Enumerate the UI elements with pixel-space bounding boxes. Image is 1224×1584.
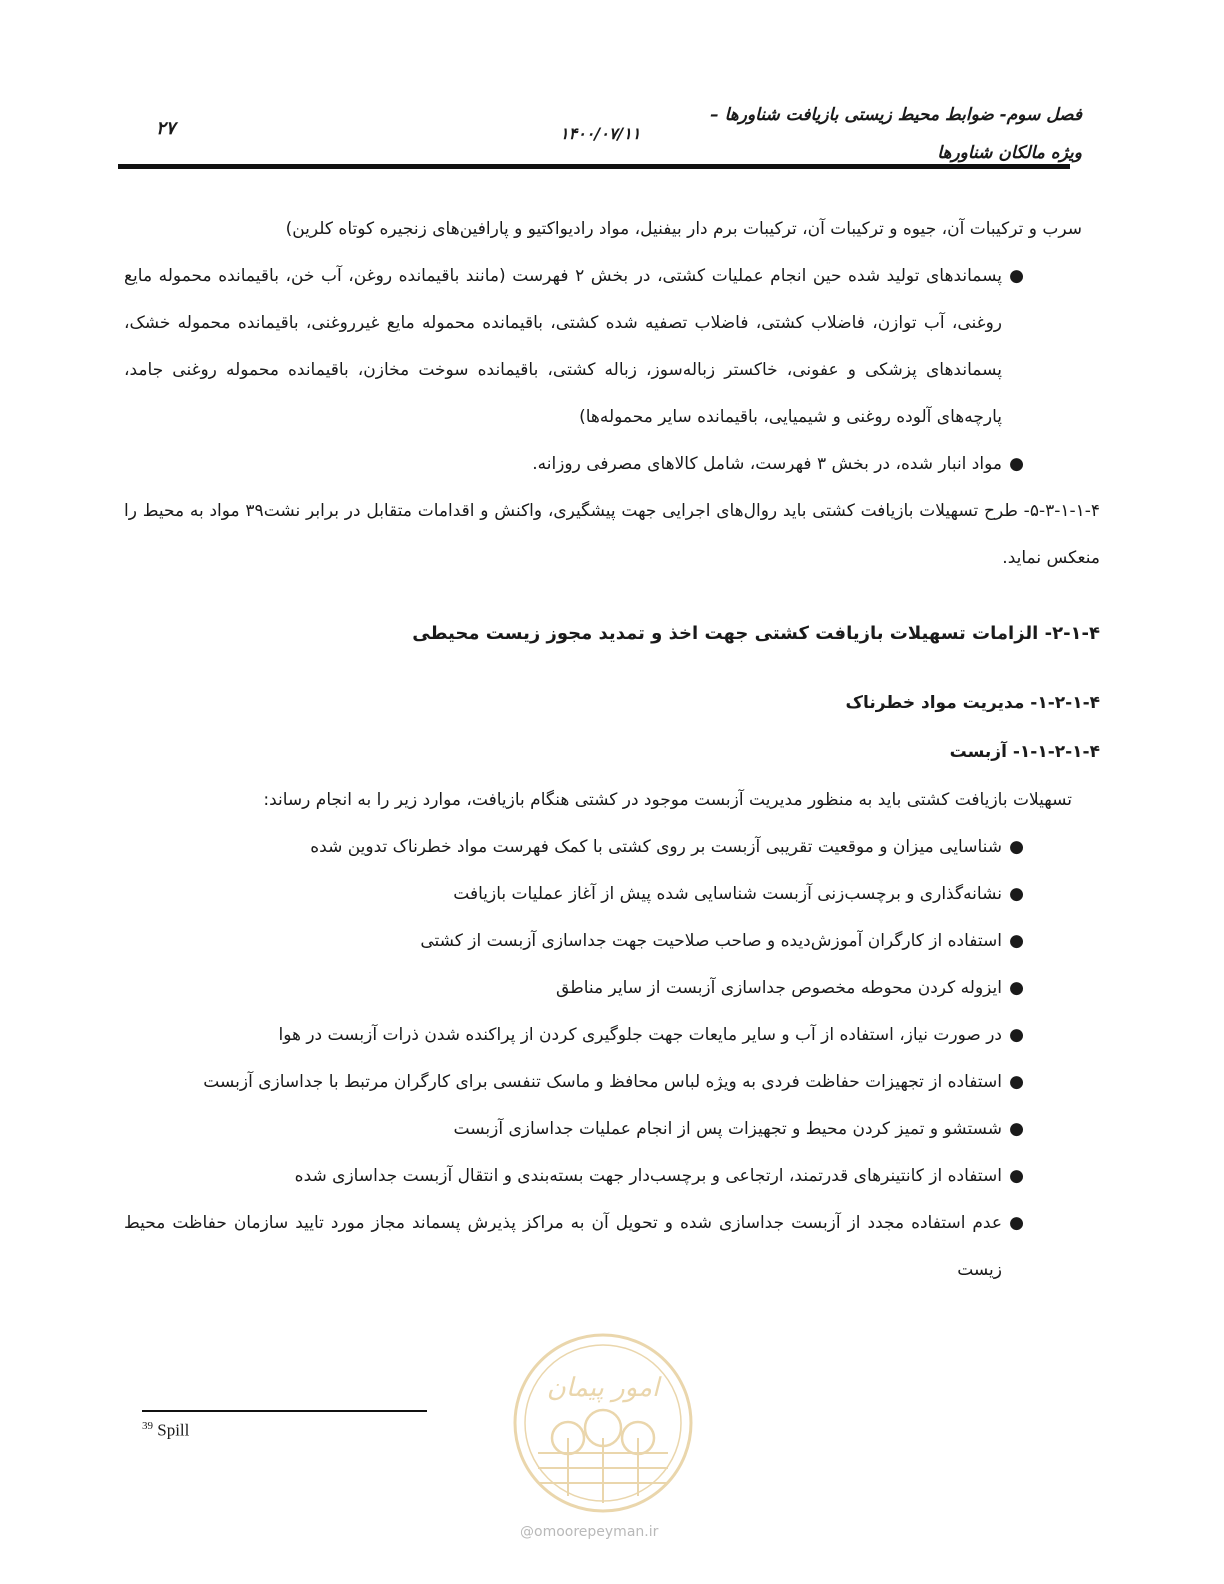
section-heading: ۲-۱-۴- الزامات تسهیلات بازیافت کشتی جهت اخذ و تمدید مجوز زیست محیطی: [412, 623, 1100, 644]
list-item: [124, 871, 1100, 918]
list-item: [124, 1012, 1100, 1059]
list-item-text: استفاده از کانتینرهای قدرتمند، ارتجاعی و برچسب‌دار جهت بسته‌بندی و انتقال آزبست جداسازی شده: [294, 1166, 1002, 1186]
bullet-icon: ●: [1009, 884, 1024, 904]
subsubsection-heading: ۱-۱-۲-۱-۴- آزبست: [949, 742, 1100, 762]
bullet-icon: ●: [1009, 1072, 1024, 1092]
watermark-site: @omoorepeyman.ir: [520, 1524, 659, 1540]
list-item-text: ایزوله کردن محوطه مخصوص جداسازی آزبست از سایر مناطق: [556, 978, 1002, 998]
continued-paragraph: سرب و ترکیبات آن، جیوه و ترکیبات آن، ترکیبات برم دار بیفنیل، مواد رادیواکتیو و پارافین‌های زنجیره کوتاه کلرین): [285, 219, 1082, 239]
footnote-number: 39: [142, 1420, 153, 1432]
subsection-heading: ۱-۲-۱-۴- مدیریت مواد خطرناک: [845, 693, 1100, 713]
list-item-text: عدم استفاده مجدد از آزبست جداسازی شده و تحویل آن به مراکز پذیرش پسماند مجاز مورد تایید سازمان حفاظت محیط زیست: [124, 1213, 1002, 1280]
footnote: [142, 1420, 189, 1441]
spill-paragraph: [124, 488, 1100, 582]
list-item: [124, 824, 1100, 871]
document-date: ۱۴۰۰/۰۷/۱۱: [560, 124, 641, 143]
watermark-text: امور پیمان: [546, 1373, 660, 1403]
page-number: ۲۷: [156, 118, 176, 139]
chapter-title-line2: ویژه مالکان شناورها: [937, 143, 1082, 163]
intro-paragraph: تسهیلات بازیافت کشتی باید به منظور مدیریت آزبست موجود در کشتی هنگام بازیافت، موارد زیر را به انجام رساند:: [263, 790, 1072, 810]
chapter-title-line1: فصل سوم- ضوابط محیط زیستی بازیافت شناورها –: [710, 105, 1082, 125]
bullet-icon: ●: [1009, 1166, 1024, 1186]
header-divider: [118, 164, 1070, 169]
list-item-text: شناسایی میزان و موقعیت تقریبی آزبست بر روی کشتی با کمک فهرست مواد خطرناک تدوین شده: [310, 837, 1002, 857]
waste-list: [124, 253, 1100, 488]
list-item-text: پسماندهای تولید شده حین انجام عملیات کشتی، در بخش ۲ فهرست (مانند باقیمانده روغن، آب خن، باقیمانده محموله مایع روغنی، آب توازن، فاضلاب کشتی، فاضلاب تصفیه شده کشتی، باقیمانده محموله مایع غیرروغنی، باقیمانده محموله خشک، پسماندهای پزشکی و عفونی، خاکستر زباله‌سوز، زباله کشتی، باقیمانده سوخت مخازن، باقیمانده محموله روغنی جامد، پارچه‌های آلوده روغنی و شیمیایی، باقیمانده سایر محموله‌ها): [124, 266, 1003, 427]
bullet-icon: ●: [1009, 454, 1024, 474]
list-item-text: مواد انبار شده، در بخش ۳ فهرست، شامل کالاهای مصرفی روزانه.: [532, 454, 1002, 474]
list-item-text: استفاده از تجهیزات حفاظت فردی به ویژه لباس محافظ و ماسک تنفسی برای کارگران مرتبط با جداسازی آزبست: [203, 1072, 1002, 1092]
bullet-icon: ●: [1009, 837, 1024, 857]
list-item: [124, 918, 1100, 965]
list-item: [124, 965, 1100, 1012]
list-item-text: شستشو و تمیز کردن محیط و تجهیزات پس از انجام عملیات جداسازی آزبست: [453, 1119, 1002, 1139]
footnote-text: Spill: [153, 1420, 190, 1440]
bullet-icon: ●: [1009, 266, 1024, 286]
bullet-icon: ●: [1009, 1213, 1024, 1233]
watermark-logo-icon: [508, 1328, 698, 1518]
list-item: [124, 1106, 1100, 1153]
list-item: [124, 1200, 1100, 1294]
list-item-text: نشانه‌گذاری و برچسب‌زنی آزبست شناسایی شده پیش از آغاز عملیات بازیافت: [453, 884, 1002, 904]
asbestos-list: [124, 824, 1100, 1294]
list-item: [124, 253, 1100, 441]
spill-text: ۵-۳-۱-۱-۴- طرح تسهیلات بازیافت کشتی باید روال‌های اجرایی جهت پیشگیری، واکنش و اقدامات متقابل در برابر نشت: [263, 501, 1101, 521]
bullet-icon: ●: [1009, 1119, 1024, 1139]
list-item: [124, 441, 1100, 488]
footnote-divider: [142, 1410, 427, 1412]
list-item-text: در صورت نیاز، استفاده از آب و سایر مایعات جهت جلوگیری کردن از پراکنده شدن ذرات آزبست در هوا: [278, 1025, 1002, 1045]
list-item: [124, 1059, 1100, 1106]
list-item: [124, 1153, 1100, 1200]
page-body: [124, 206, 1100, 1294]
bullet-icon: ●: [1009, 978, 1024, 998]
footnote-ref: ۳۹: [245, 501, 264, 521]
spill-text-end: مواد به محیط را منعکس نماید.: [124, 501, 1100, 568]
bullet-icon: ●: [1009, 931, 1024, 951]
list-item-text: استفاده از کارگران آموزش‌دیده و صاحب صلاحیت جهت جداسازی آزبست از کشتی: [420, 931, 1002, 951]
bullet-icon: ●: [1009, 1025, 1024, 1045]
